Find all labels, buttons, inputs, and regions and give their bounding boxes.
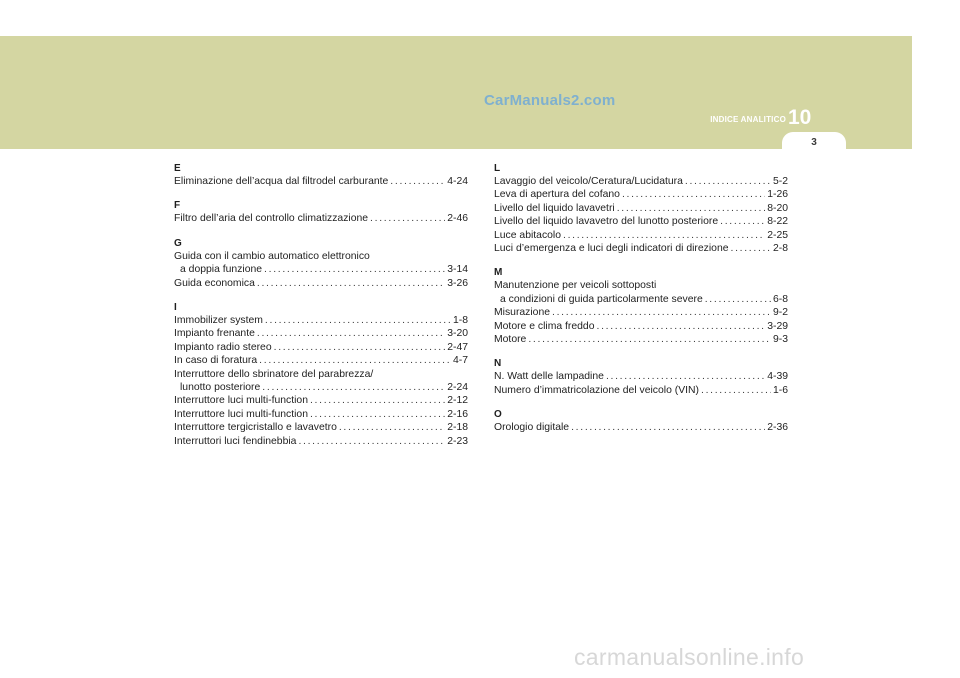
index-entry-page: 8-22 [767, 216, 788, 228]
index-entry [174, 408, 468, 421]
footer-watermark: carmanualsonline.info [574, 644, 805, 670]
index-entry [174, 175, 468, 188]
index-entry-title: Interruttore tergicristallo e lavavetro [174, 422, 337, 434]
index-entry-page: 1-26 [767, 189, 788, 201]
index-entry-page: 2-18 [447, 422, 468, 434]
dot-leader [685, 175, 771, 188]
dot-leader [622, 188, 765, 201]
index-entry-title: a condizioni di guida particolarmente severe [500, 293, 703, 305]
index-entry [494, 293, 788, 306]
index-letter-heading: O [494, 409, 502, 421]
index-entry [174, 394, 468, 407]
index-entry-title: Impianto frenante [174, 328, 255, 340]
index-letter-heading: G [174, 237, 182, 249]
index-entry-title: Interruttori luci fendinebbia [174, 435, 297, 447]
index-entry [494, 215, 788, 228]
index-entry-first-line: Interruttore dello sbrinatore del parabrezza/ [174, 368, 374, 380]
index-entry-title: Livello del liquido lavavetro del lunotto posteriore [494, 216, 719, 228]
index-group [174, 199, 468, 225]
index-entry-page: 2-23 [447, 435, 468, 447]
index-entry [494, 320, 788, 333]
index-entry-title: Luce abitacolo [494, 229, 562, 241]
header-band [0, 36, 912, 149]
index-entry-page: 4-7 [452, 355, 468, 367]
index-entry-title: Interruttore luci multi-function [174, 408, 308, 420]
dot-leader [257, 327, 445, 340]
dot-leader [563, 229, 765, 242]
index-group [174, 237, 468, 290]
index-entry-page: 1-6 [772, 384, 788, 396]
index-entry-title: Motore e clima freddo [494, 320, 595, 332]
index-entry [174, 435, 468, 448]
index-entry-first-line: Manutenzione per veicoli sottoposti [494, 280, 657, 292]
chapter-number: 10 [788, 106, 812, 129]
index-entry-title: a doppia funzione [180, 264, 263, 276]
dot-leader [701, 384, 771, 397]
index-letter-heading: L [494, 163, 501, 174]
index-entry-title: Orologio digitale [494, 422, 570, 434]
index-group [494, 357, 788, 397]
header-watermark: CarManuals2.com [484, 92, 616, 109]
dot-leader [528, 333, 771, 346]
index-entry [494, 421, 788, 434]
index-letter-heading: M [494, 267, 503, 279]
index-entry [174, 314, 468, 327]
index-entry [494, 188, 788, 201]
index-entry [494, 370, 788, 383]
index-entry-title: Livello del liquido lavavetri [494, 202, 615, 214]
index-entry [174, 341, 468, 354]
index-entry-title: Motore [494, 334, 527, 346]
dot-leader [264, 263, 445, 276]
index-entry [494, 229, 788, 242]
index-entry [494, 384, 788, 397]
dot-leader [310, 394, 445, 407]
index-entry-page: 3-20 [447, 328, 468, 340]
index-entry-title: Eliminazione dell’acqua dal filtrodel carburante [174, 176, 389, 187]
index-column-right [494, 162, 788, 446]
index-entry [174, 212, 468, 225]
dot-leader [370, 212, 445, 225]
index-entry-title: Lavaggio del veicolo/Ceratura/Lucidatura [494, 176, 683, 187]
index-entry [494, 333, 788, 346]
index-entry-page: 5-2 [772, 176, 788, 187]
index-entry-page: 9-3 [772, 334, 788, 346]
dot-leader [274, 341, 446, 354]
dot-leader [617, 202, 765, 215]
dot-leader [571, 421, 765, 434]
index-entry-first-line: Guida con il cambio automatico elettronico [174, 250, 370, 262]
index-entry-page: 2-47 [447, 341, 468, 353]
index-letter-heading: I [174, 302, 177, 314]
index-entry [494, 306, 788, 319]
index-entry-page: 3-14 [447, 264, 468, 276]
index-letter-heading: E [174, 163, 181, 174]
index-group [494, 408, 788, 434]
dot-leader [257, 277, 445, 290]
dot-leader [259, 354, 451, 367]
index-letter-heading: F [174, 200, 181, 212]
dot-leader [597, 320, 766, 333]
index-group [174, 301, 468, 448]
index-entry-title: Impianto radio stereo [174, 341, 272, 353]
index-entry-page: 6-8 [772, 293, 788, 305]
index-entry-title: Luci d’emergenza e luci degli indicatori di direzione [494, 243, 729, 255]
index-entry-title: N. Watt delle lampadine [494, 371, 604, 383]
index-entry-page: 3-26 [447, 277, 468, 289]
index-entry-page: 2-46 [447, 213, 468, 225]
dot-leader [720, 215, 765, 228]
section-label: INDICE ANALITICO [710, 115, 786, 124]
dot-leader [339, 421, 445, 434]
dot-leader [310, 408, 445, 421]
index-entry-page: 8-20 [767, 202, 788, 214]
index-entry-page: 2-16 [447, 408, 468, 420]
dot-leader [705, 293, 771, 306]
index-column-left [174, 162, 468, 459]
dot-leader [606, 370, 765, 383]
index-letter-heading: N [494, 358, 502, 370]
index-entry [174, 421, 468, 434]
index-entry-page: 1-8 [452, 315, 468, 327]
index-entry-page: 2-25 [767, 229, 788, 241]
dot-leader [390, 175, 445, 188]
index-entry-title: Guida economica [174, 277, 255, 289]
index-entry-title: lunotto posteriore [180, 382, 261, 394]
index-entry-page: 2-8 [772, 243, 788, 255]
dot-leader [265, 314, 451, 327]
index-entry-page: 3-29 [767, 320, 788, 332]
index-entry [494, 242, 788, 255]
dot-leader [552, 306, 771, 319]
dot-leader [731, 242, 771, 255]
page-number: 3 [811, 137, 817, 148]
index-entry-page: 4-39 [767, 371, 788, 383]
dot-leader [298, 435, 445, 448]
index-entry-title: Immobilizer system [174, 315, 263, 327]
index-entry-page: 4-24 [447, 176, 468, 187]
index-entry [174, 381, 468, 394]
index-entry [494, 202, 788, 215]
index-entry [174, 354, 468, 367]
index-group [494, 162, 788, 255]
index-entry-title: Misurazione [494, 307, 551, 319]
index-entry-title: In caso di foratura [174, 355, 258, 367]
index-entry-title: Interruttore luci multi-function [174, 395, 308, 407]
index-entry-title: Leva di apertura del cofano [494, 189, 620, 201]
index-entry-title: Filtro dell’aria del controllo climatizzazione [174, 213, 369, 225]
index-group [174, 162, 468, 188]
index-entry-page: 2-12 [447, 395, 468, 407]
index-entry-page: 9-2 [772, 307, 788, 319]
index-entry [174, 263, 468, 276]
index-entry [494, 175, 788, 188]
index-group [494, 266, 788, 346]
index-entry [174, 277, 468, 290]
index-entry-title: Numero d’immatricolazione del veicolo (VIN) [494, 384, 699, 396]
dot-leader [262, 381, 445, 394]
index-entry-page: 2-36 [767, 422, 788, 434]
index-entry [174, 327, 468, 340]
index-entry-page: 2-24 [447, 382, 468, 394]
